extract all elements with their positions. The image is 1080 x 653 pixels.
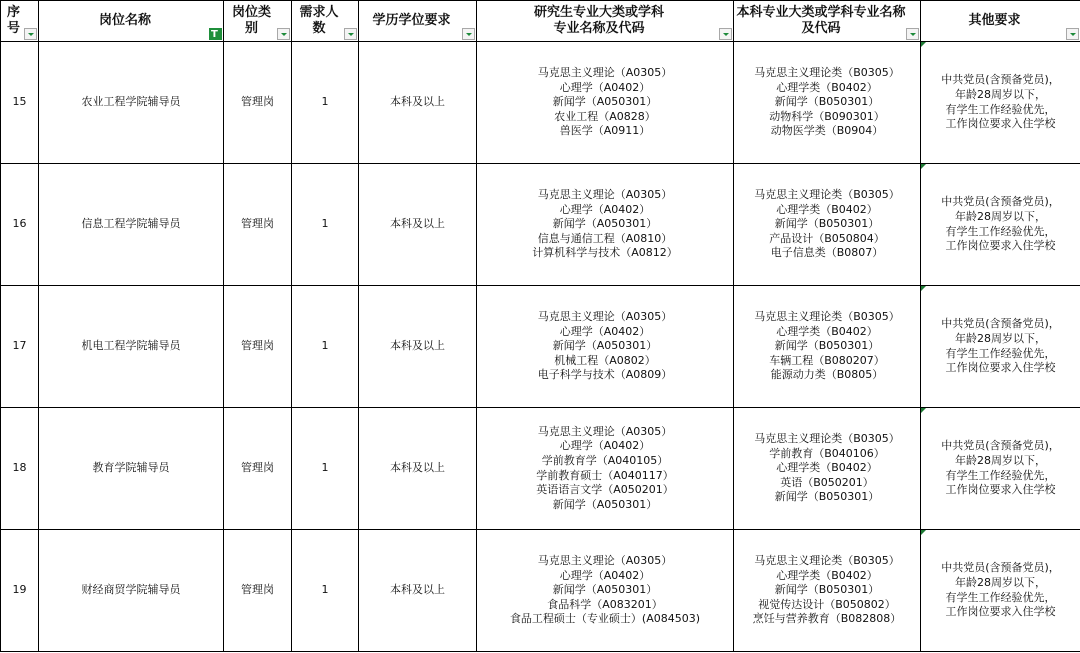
cell-line: 中共党员(含预备党员)， (941, 73, 1060, 87)
cell-line: 马克思主义理论（A0305） (537, 188, 673, 202)
cell-line: 有学生工作经验优先， (945, 346, 1056, 360)
cell-line: 工作岗位要求入住学校 (945, 483, 1056, 497)
cell-line: 新闻学（A050301） (552, 583, 658, 597)
cell-line: 中共党员(含预备党员)， (941, 561, 1060, 575)
cell-line: 工作岗位要求入住学校 (945, 605, 1056, 619)
cell-line: 计算机科学与技术（A0812） (532, 246, 678, 260)
cell-ugrad[interactable] (734, 408, 921, 530)
cell-line: 能源动力类（B0805） (770, 368, 884, 382)
cell-line: 工作岗位要求入住学校 (945, 239, 1056, 253)
cell-line: 烹饪与营养教育（B082808） (752, 612, 902, 626)
cell-line: 动物医学类（B0904） (770, 124, 884, 138)
cell-other[interactable] (921, 530, 1080, 652)
cell-line: 英语语言文学（A050201） (536, 483, 674, 497)
table-row (1, 408, 1080, 530)
column-header-label-line: 专业名称及代码 (553, 21, 645, 36)
cell-text: 19 (12, 583, 27, 597)
cell-line: 兽医学（A0911） (559, 124, 651, 138)
cell-text: 管理岗 (241, 583, 274, 597)
cell-edu[interactable] (359, 408, 477, 530)
cell-edu[interactable] (359, 530, 477, 652)
cell-line: 心理学类（B0402） (776, 568, 878, 582)
cell-text: 本科及以上 (390, 217, 445, 231)
column-header-type[interactable] (224, 1, 292, 42)
cell-count[interactable] (292, 164, 359, 286)
cell-text: 1 (321, 461, 329, 475)
column-header-label: 其他要求 (968, 13, 1021, 28)
table-row (1, 42, 1080, 164)
cell-type[interactable] (224, 408, 292, 530)
cell-ugrad[interactable] (734, 530, 921, 652)
cell-grad[interactable] (477, 408, 734, 530)
cell-line: 学前教育硕士（A040117） (536, 468, 674, 482)
cell-line: 年龄28周岁以下， (955, 575, 1046, 589)
table-row (1, 286, 1080, 408)
column-header-label-line: 本科专业大类或学科专业名称 (736, 5, 906, 20)
cell-line: 车辆工程（B080207） (769, 353, 885, 367)
comment-indicator-icon[interactable] (921, 408, 926, 413)
cell-line: 新闻学（A050301） (552, 217, 658, 231)
cell-line: 年龄28周岁以下， (955, 331, 1046, 345)
cell-line: 心理学（A0402） (559, 202, 651, 216)
cell-ugrad[interactable] (734, 286, 921, 408)
cell-text: 本科及以上 (390, 95, 445, 109)
cell-line: 动物科学（B090301） (769, 109, 885, 123)
cell-text: 农业工程学院辅导员 (81, 95, 181, 109)
cell-line: 英语（B050201） (780, 475, 874, 489)
column-header-label (477, 5, 733, 37)
cell-line: 新闻学（B050301） (774, 95, 880, 109)
cell-line: 有学生工作经验优先， (945, 224, 1056, 238)
cell-edu[interactable] (359, 42, 477, 164)
cell-type[interactable] (224, 42, 292, 164)
cell-type[interactable] (224, 164, 292, 286)
comment-indicator-icon[interactable] (921, 42, 926, 47)
cell-line: 年龄28周岁以下， (955, 87, 1046, 101)
cell-line: 有学生工作经验优先， (945, 590, 1056, 604)
cell-type[interactable] (224, 530, 292, 652)
cell-other[interactable] (921, 42, 1080, 164)
filter-dropdown-icon[interactable] (719, 28, 732, 40)
comment-indicator-icon[interactable] (921, 530, 926, 535)
cell-line: 工作岗位要求入住学校 (945, 117, 1056, 131)
cell-line: 电子科学与技术（A0809） (537, 368, 673, 382)
cell-text: 1 (321, 217, 329, 231)
cell-line: 马克思主义理论类（B0305） (754, 554, 900, 568)
cell-text: 17 (12, 339, 27, 353)
cell-edu[interactable] (359, 164, 477, 286)
column-header-label: 需求人数 (299, 5, 339, 36)
cell-line: 心理学类（B0402） (776, 80, 878, 94)
column-header-label (734, 5, 920, 37)
column-header-label-line: 及代码 (801, 21, 841, 36)
column-header-seq[interactable] (1, 1, 39, 42)
cell-other[interactable] (921, 286, 1080, 408)
column-header-label: 岗位类别 (231, 5, 271, 36)
cell-grad[interactable] (477, 42, 734, 164)
column-header-other[interactable] (921, 1, 1080, 42)
cell-name[interactable] (39, 42, 224, 164)
cell-name[interactable] (39, 408, 224, 530)
cell-line: 马克思主义理论（A0305） (537, 424, 673, 438)
cell-line: 马克思主义理论（A0305） (537, 310, 673, 324)
cell-text: 财经商贸学院辅导员 (81, 583, 181, 597)
filter-dropdown-icon[interactable] (24, 28, 37, 40)
cell-line: 年龄28周岁以下， (955, 453, 1046, 467)
cell-line: 心理学类（B0402） (776, 202, 878, 216)
cell-line: 新闻学（B050301） (774, 339, 880, 353)
cell-line: 心理学（A0402） (559, 439, 651, 453)
cell-line: 年龄28周岁以下， (955, 209, 1046, 223)
cell-grad[interactable] (477, 286, 734, 408)
cell-name[interactable] (39, 286, 224, 408)
cell-name[interactable] (39, 164, 224, 286)
table-body (1, 42, 1080, 652)
cell-text: 本科及以上 (390, 461, 445, 475)
cell-line: 学前教育（B040106） (769, 446, 885, 460)
cell-count[interactable] (292, 42, 359, 164)
cell-line: 中共党员(含预备党员)， (941, 317, 1060, 331)
cell-line: 马克思主义理论类（B0305） (754, 310, 900, 324)
cell-line: 工作岗位要求入住学校 (945, 361, 1056, 375)
cell-line: 马克思主义理论（A0305） (537, 66, 673, 80)
cell-line: 中共党员(含预备党员)， (941, 439, 1060, 453)
filter-active-glyph: T (211, 29, 218, 40)
cell-text: 18 (12, 461, 27, 475)
column-header-label: 学历学位要求 (372, 13, 451, 28)
cell-line: 电子信息类（B0807） (770, 246, 884, 260)
cell-text: 管理岗 (241, 95, 274, 109)
column-header-label: 岗位名称 (98, 13, 151, 28)
cell-line: 中共党员(含预备党员)， (941, 195, 1060, 209)
filter-dropdown-icon[interactable] (344, 28, 357, 40)
cell-seq[interactable] (1, 164, 39, 286)
cell-line: 马克思主义理论类（B0305） (754, 432, 900, 446)
cell-line: 机械工程（A0802） (554, 353, 656, 367)
cell-text: 15 (12, 95, 27, 109)
comment-indicator-icon[interactable] (921, 286, 926, 291)
cell-count[interactable] (292, 530, 359, 652)
cell-ugrad[interactable] (734, 164, 921, 286)
cell-line: 视觉传达设计（B050802） (758, 597, 896, 611)
comment-indicator-icon[interactable] (921, 164, 926, 169)
filter-dropdown-icon[interactable] (1066, 28, 1079, 40)
cell-text: 机电工程学院辅导员 (81, 339, 181, 353)
cell-text: 管理岗 (241, 339, 274, 353)
cell-line: 马克思主义理论类（B0305） (754, 188, 900, 202)
cell-line: 食品工程硕士（专业硕士）(A084503) (509, 612, 701, 626)
cell-count[interactable] (292, 286, 359, 408)
cell-seq[interactable] (1, 408, 39, 530)
cell-line: 学前教育学（A040105） (541, 453, 669, 467)
cell-text: 16 (12, 217, 27, 231)
cell-line: 农业工程（A0828） (554, 109, 656, 123)
filter-dropdown-icon[interactable] (277, 28, 290, 40)
cell-line: 心理学类（B0402） (776, 324, 878, 338)
cell-line: 马克思主义理论类（B0305） (754, 66, 900, 80)
cell-ugrad[interactable] (734, 42, 921, 164)
cell-text: 1 (321, 583, 329, 597)
cell-edu[interactable] (359, 286, 477, 408)
column-header-edu[interactable] (359, 1, 477, 42)
cell-name[interactable] (39, 530, 224, 652)
cell-text: 本科及以上 (390, 583, 445, 597)
cell-text: 信息工程学院辅导员 (81, 217, 181, 231)
cell-text: 1 (321, 95, 329, 109)
cell-line: 马克思主义理论（A0305） (537, 554, 673, 568)
filter-dropdown-icon[interactable] (906, 28, 919, 40)
cell-line: 食品科学（A083201） (547, 597, 663, 611)
cell-line: 心理学类（B0402） (776, 461, 878, 475)
cell-line: 心理学（A0402） (559, 80, 651, 94)
column-header-label-line: 研究生专业大类或学科 (533, 5, 664, 20)
table-row (1, 530, 1080, 652)
cell-count[interactable] (292, 408, 359, 530)
filter-active-icon[interactable] (209, 28, 222, 40)
cell-line: 新闻学（B050301） (774, 583, 880, 597)
cell-text: 1 (321, 339, 329, 353)
cell-other[interactable] (921, 408, 1080, 530)
cell-text: 管理岗 (241, 461, 274, 475)
cell-line: 心理学（A0402） (559, 324, 651, 338)
cell-seq[interactable] (1, 530, 39, 652)
filter-dropdown-icon[interactable] (462, 28, 475, 40)
cell-seq[interactable] (1, 42, 39, 164)
cell-line: 新闻学（A050301） (552, 95, 658, 109)
cell-text: 本科及以上 (390, 339, 445, 353)
cell-other[interactable] (921, 164, 1080, 286)
cell-text: 管理岗 (241, 217, 274, 231)
cell-line: 新闻学（A050301） (552, 497, 658, 511)
cell-line: 有学生工作经验优先， (945, 102, 1056, 116)
cell-line: 心理学（A0402） (559, 568, 651, 582)
column-header-ugrad[interactable] (734, 1, 921, 42)
cell-line: 新闻学（B050301） (774, 490, 880, 504)
header-row (1, 1, 1080, 42)
cell-grad[interactable] (477, 530, 734, 652)
column-header-grad[interactable] (477, 1, 734, 42)
cell-line: 新闻学（A050301） (552, 339, 658, 353)
cell-type[interactable] (224, 286, 292, 408)
cell-line: 有学生工作经验优先， (945, 468, 1056, 482)
cell-line: 产品设计（B050804） (769, 231, 885, 245)
cell-line: 新闻学（B050301） (774, 217, 880, 231)
cell-text: 教育学院辅导员 (92, 461, 170, 475)
column-header-label: 序号 (6, 5, 20, 36)
column-header-name[interactable] (39, 1, 224, 42)
cell-seq[interactable] (1, 286, 39, 408)
cell-line: 信息与通信工程（A0810） (537, 231, 673, 245)
cell-grad[interactable] (477, 164, 734, 286)
table-row (1, 164, 1080, 286)
column-header-count[interactable] (292, 1, 359, 42)
